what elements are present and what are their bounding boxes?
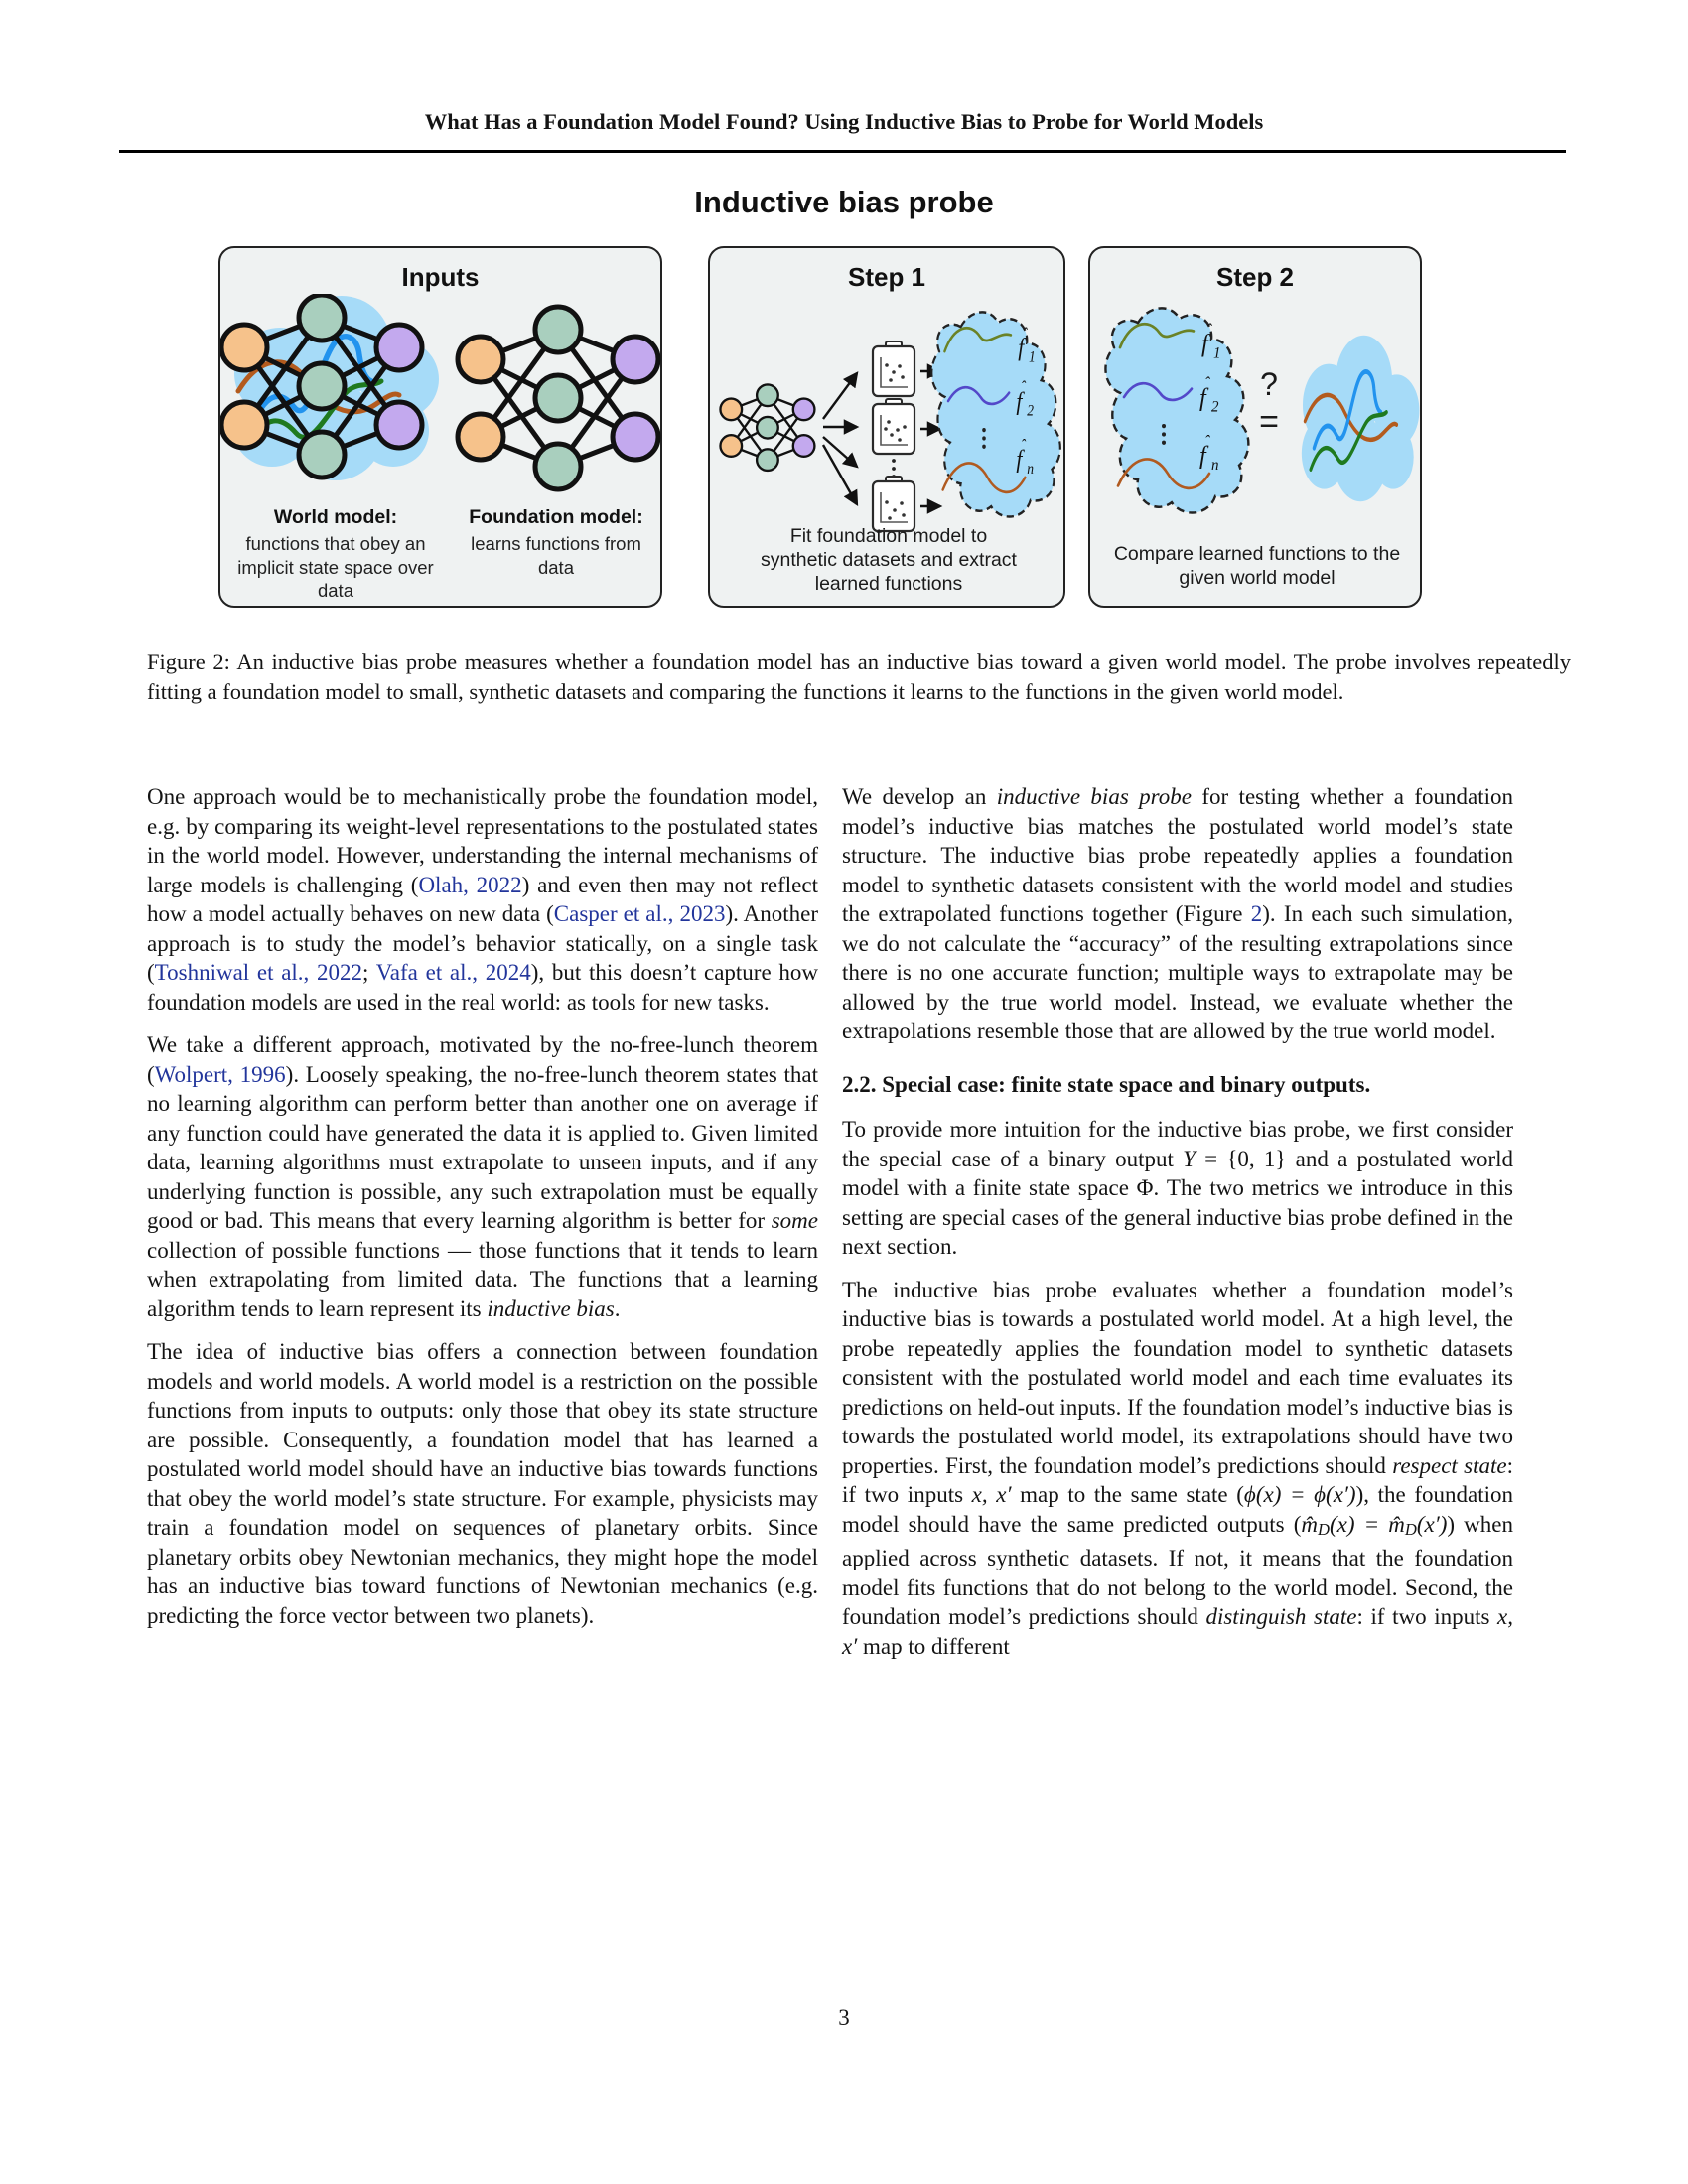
step2-illustration bbox=[1090, 290, 1424, 538]
fhatn-hat: ˆ bbox=[1020, 437, 1026, 456]
text-segment: To provide more intuition for the inductive bias probe, we first consider the special case of a binary output bbox=[842, 1117, 1513, 1171]
text-segment: Y bbox=[1183, 1146, 1196, 1171]
text-segment: ), the foundation model should have the same predicted outputs ( bbox=[842, 1482, 1514, 1537]
panel-step2-title: Step 2 bbox=[1215, 262, 1295, 292]
text-segment: collection of possible functions — those functions that it tends to learn when extrapolating from limited data. The functions that a learning algorithm tends to learn represent its bbox=[147, 1237, 818, 1321]
svg-text:f: f bbox=[1199, 442, 1206, 470]
panel-step1-title: Step 1 bbox=[847, 262, 926, 292]
fanout-arrows bbox=[823, 373, 857, 504]
equals-sign: = bbox=[1259, 403, 1279, 441]
figure-title: Inductive bias probe bbox=[694, 185, 994, 219]
text-segment: ) and even then may not reflect how a model actually behaves on new data ( bbox=[147, 872, 818, 926]
step1-illustration bbox=[710, 290, 1067, 538]
vertical-ellipsis bbox=[892, 459, 896, 478]
text-segment: . bbox=[614, 1296, 621, 1321]
figure-caption: Figure 2: An inductive bias probe measures whether a foundation model has an inductive bias toward a given world model. The probe involves repeatedly fitting a foundation model to small, synthetic datasets and comparing the functions it learns to the functions in the given world model. bbox=[147, 649, 1571, 704]
text-segment: inductive bias bbox=[487, 1296, 615, 1321]
foundation-model-label: Foundation model: bbox=[469, 506, 643, 528]
text-segment: inductive bias probe bbox=[996, 784, 1192, 809]
running-header-title: What Has a Foundation Model Found? Using Inductive Bias to Probe for World Models bbox=[424, 109, 1264, 134]
text-segment: : if two inputs bbox=[1356, 1604, 1498, 1629]
fhat2-label: f bbox=[1016, 387, 1023, 416]
learned-functions-cloud-icon bbox=[1105, 308, 1248, 512]
svg-text:ˆ: ˆ bbox=[1204, 431, 1210, 451]
text-segment: x, x′ bbox=[842, 1604, 1514, 1659]
text-segment: We take a different approach, motivated by the no-free-lunch theorem ( bbox=[147, 1032, 818, 1087]
step2-caption: Compare learned functions to the given world model bbox=[1113, 543, 1401, 589]
text-segment: ) when applied across synthetic datasets. If not, it means that the foundation model fits functions that do not belong to the world model. Second, the foundation model’s predictions should bbox=[842, 1511, 1514, 1629]
figure-panel-inputs bbox=[218, 246, 662, 608]
figure-panel-step1 bbox=[708, 246, 1065, 608]
text-segment: distinguish state bbox=[1205, 1604, 1357, 1629]
subsection-heading: 2.2. Special case: finite state space and binary outputs. bbox=[842, 1071, 1371, 1097]
text-segment: The idea of inductive bias offers a connection between foundation models and world models. A world model is a restriction on the possible functions from inputs to outputs: only those that obey its state structure are possible. Consequently, a foundation model that has learned a postulated world model should have an inductive bias towards functions that obey the world model’s state structure. For example, physicists may train a foundation model on sequences of planetary orbits. Since planetary orbits obey Newtonian mechanics, they might hope the model has an inductive bias toward functions of Newtonian mechanics (e.g. predicting the force vector between two planets). bbox=[147, 1339, 818, 1628]
text-segment: (x) = bbox=[1329, 1511, 1389, 1537]
dataset-clipboard-icon bbox=[873, 399, 914, 454]
fhat1-label: f bbox=[1018, 334, 1025, 362]
text-segment: ). Loosely speaking, the no-free-lunch theorem states that no learning algorithm can perform better than another one on average if any function could have generated the data it is applied to. Given limited data, learning algorithms must extrapolate to unseen inputs, and if any underlying function is possible, any such extrapolation must be equally good or bad. This means that every learning algorithm is better for bbox=[147, 1061, 818, 1233]
text-segment: for testing whether a foundation model’s inductive bias matches the postulated world model’s state structure. The inductive bias probe repeatedly applies a foundation model to synthetic datasets consistent with the world model and studies the extrapolated functions together (Figure bbox=[842, 784, 1513, 926]
text-segment: map to the same state ( bbox=[1011, 1482, 1244, 1507]
world-model-cloud-icon bbox=[1302, 336, 1420, 501]
citation-link[interactable]: Toshniwal et al., 2022 bbox=[154, 960, 363, 985]
step1-caption: Fit foundation model to synthetic datasets and extract learned functions bbox=[761, 525, 1017, 595]
text-segment: One approach would be to mechanistically probe the foundation model, e.g. by comparing its weight-level representations to the postulated states in the world model. However, understanding the internal mechanisms of large models is challenging ( bbox=[147, 784, 818, 897]
text-segment: m̂ bbox=[1388, 1511, 1405, 1537]
fhat1-hat: ˆ bbox=[1022, 325, 1028, 343]
text-segment: = {0, 1} and a postulated world model with a finite state space Φ. The two metrics we introduce in this setting are special cases of the general inductive bias probe defined in the next section. bbox=[842, 1146, 1513, 1259]
text-segment: ). In each such simulation, we do not calculate the “accuracy” of the resulting extrapolations since there is no one accurate function; multiple ways to extrapolate may be allowed by the true world model. Instead, we evaluate whether the extrapolations resemble those that are allowed by the true world model. bbox=[842, 901, 1513, 1043]
svg-text:1: 1 bbox=[1213, 344, 1221, 362]
text-segment: D bbox=[1318, 1519, 1330, 1539]
fhat2-hat: ˆ bbox=[1020, 378, 1026, 397]
text-segment: We develop an bbox=[842, 784, 997, 809]
text-segment: The inductive bias probe evaluates whether a foundation model’s inductive bias is towards a postulated world model. At a high level, the probe repeatedly applies the foundation model to synthetic datasets consistent with the postulated world model and each time evaluates its predictions on held-out inputs. If the foundation model’s inductive bias is towards the postulated world model, its extrapolations should have two properties. First, the foundation model’s predictions should bbox=[842, 1277, 1513, 1478]
text-segment: ). Another approach is to study the model’s behavior statically, on a single task ( bbox=[147, 901, 818, 985]
world-model-desc: functions that obey an implicit state space over data bbox=[237, 533, 434, 601]
body-column-right bbox=[842, 782, 1513, 1675]
dataset-clipboard-icon bbox=[873, 341, 914, 396]
svg-text:ˆ: ˆ bbox=[1206, 320, 1212, 340]
paragraph bbox=[147, 782, 818, 1017]
neural-network-icon bbox=[720, 384, 814, 470]
clipboard-to-cloud-arrows bbox=[920, 371, 940, 506]
header-rule bbox=[119, 150, 1566, 153]
citation-link[interactable]: 2 bbox=[1250, 901, 1263, 926]
foundation-model-desc: learns functions from data bbox=[471, 533, 641, 578]
text-segment: ), but this doesn’t capture how foundation models are used in the real world: as tools for new tasks. bbox=[147, 960, 818, 1015]
dataset-clipboard-icon bbox=[873, 477, 914, 531]
fhatn-label: f bbox=[1016, 446, 1023, 474]
svg-text:f: f bbox=[1199, 383, 1206, 412]
text-segment: D bbox=[1404, 1519, 1417, 1539]
paragraph bbox=[842, 782, 1513, 1046]
world-model-label: World model: bbox=[273, 506, 398, 528]
page-number: 3 bbox=[838, 2005, 850, 2030]
fhat2-sub: 2 bbox=[1027, 402, 1034, 420]
text-segment: some bbox=[771, 1208, 818, 1233]
foundation-model-label-block bbox=[455, 506, 657, 579]
paragraph bbox=[147, 1030, 818, 1323]
svg-text:f: f bbox=[1201, 330, 1208, 358]
figure-panel-step2 bbox=[1088, 246, 1422, 608]
fhat1-sub: 1 bbox=[1029, 348, 1036, 366]
question-mark: ? bbox=[1260, 366, 1278, 402]
text-segment: respect state bbox=[1392, 1452, 1507, 1478]
panel-inputs-title: Inputs bbox=[401, 262, 480, 292]
text-segment: map to different bbox=[857, 1633, 1010, 1659]
body-column-left bbox=[147, 782, 818, 1644]
citation-link[interactable]: Casper et al., 2023 bbox=[553, 901, 726, 926]
text-segment: m̂ bbox=[1301, 1511, 1319, 1537]
inputs-illustration bbox=[220, 294, 664, 504]
text-segment: (x′) bbox=[1416, 1511, 1448, 1537]
svg-text:2: 2 bbox=[1211, 398, 1219, 416]
vertical-ellipsis bbox=[982, 428, 986, 449]
paragraph bbox=[842, 1115, 1513, 1262]
text-segment: x, x′ bbox=[971, 1482, 1012, 1507]
paragraph bbox=[147, 1337, 818, 1630]
learned-functions-cloud-icon bbox=[931, 312, 1060, 516]
citation-link[interactable]: Vafa et al., 2024 bbox=[375, 960, 531, 985]
citation-link[interactable]: Wolpert, 1996 bbox=[154, 1061, 286, 1087]
citation-link[interactable]: Olah, 2022 bbox=[418, 872, 522, 897]
text-segment: ; bbox=[362, 960, 376, 985]
fhatn-sub: n bbox=[1027, 460, 1034, 478]
text-segment: : if two inputs bbox=[842, 1452, 1513, 1507]
world-model-label-block bbox=[222, 506, 449, 603]
paragraph bbox=[842, 1276, 1513, 1662]
svg-text:ˆ: ˆ bbox=[1204, 373, 1210, 393]
svg-text:n: n bbox=[1211, 456, 1219, 474]
text-segment: ϕ(x) = ϕ(x′) bbox=[1243, 1482, 1356, 1507]
